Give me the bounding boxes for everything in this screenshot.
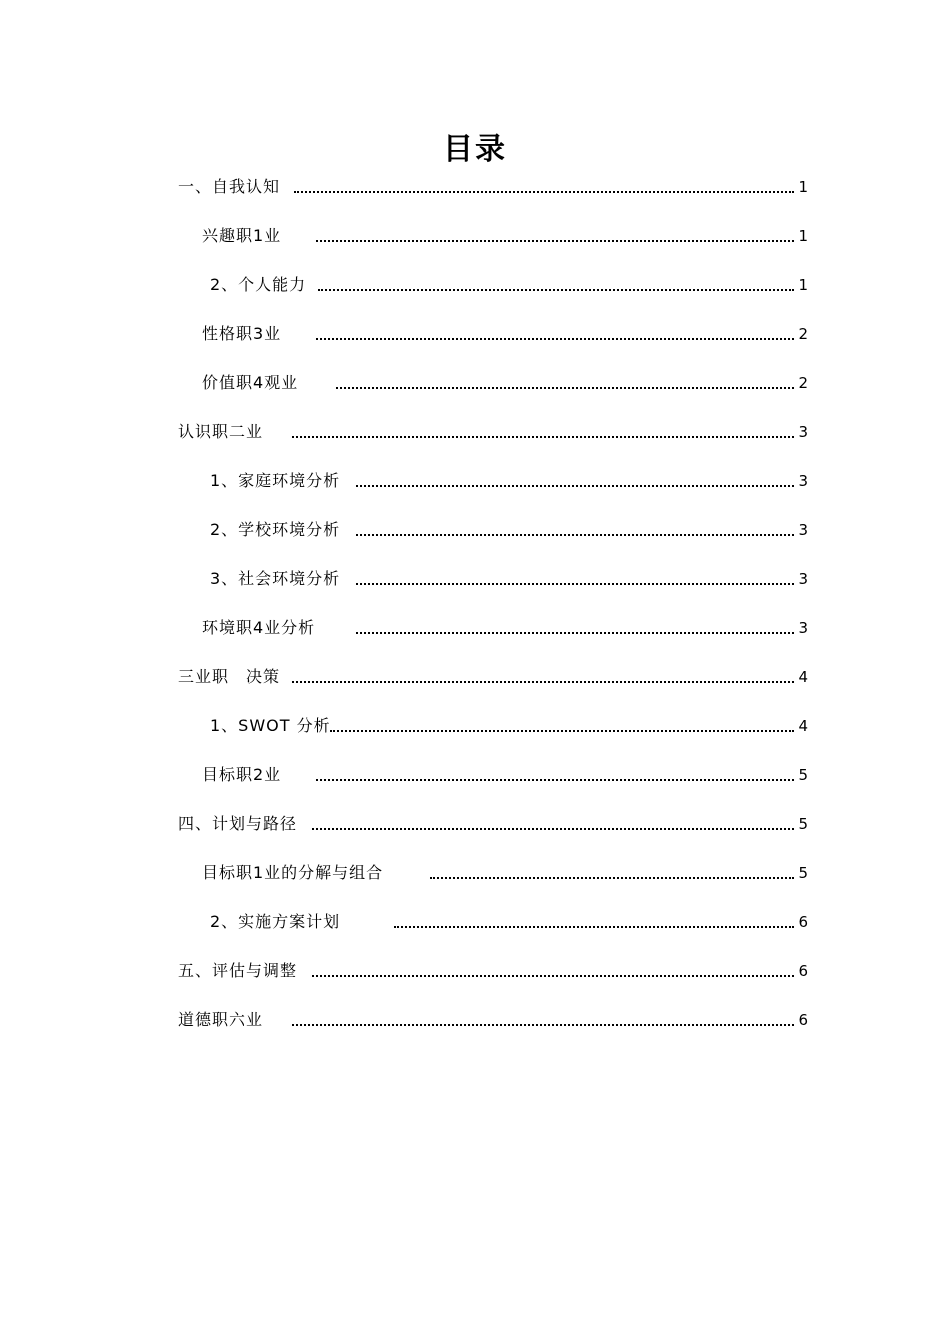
toc-entry-page: 1: [798, 178, 808, 196]
toc-entry[interactable]: [178, 854, 808, 903]
toc-entry-label: 性格职3业: [202, 324, 282, 343]
toc-entry[interactable]: [178, 462, 808, 511]
toc-leader-dots: [312, 975, 794, 977]
toc-entry-label: 目标职1业的分解与组合: [202, 863, 384, 882]
toc-leader-dots: [316, 779, 794, 781]
toc-leader-dots: [316, 240, 794, 242]
toc-entry-label: 2、实施方案计划: [210, 912, 341, 931]
toc-entry-label: 五、评估与调整: [178, 961, 298, 980]
toc-entry[interactable]: [178, 266, 808, 315]
toc-leader-dots: [312, 828, 794, 830]
toc-leader-dots: [430, 877, 794, 879]
toc-entry-page: 5: [798, 864, 808, 882]
toc-entry[interactable]: [178, 805, 808, 854]
toc-entry[interactable]: [178, 168, 808, 217]
toc-entry[interactable]: [178, 511, 808, 560]
toc-entry[interactable]: [178, 903, 808, 952]
toc-leader-dots: [318, 289, 794, 291]
toc-entry-label: 3、社会环境分析: [210, 569, 341, 588]
toc-entry-label: 价值职4观业: [202, 373, 299, 392]
toc-leader-dots: [316, 338, 794, 340]
toc-entry-page: 6: [798, 962, 808, 980]
toc-entry-page: 6: [798, 1011, 808, 1029]
table-of-contents: [178, 168, 808, 1050]
toc-entry-label: 1、SWOT 分析: [210, 716, 331, 735]
toc-entry-label: 环境职4业分析: [202, 618, 316, 637]
toc-entry-label: 2、学校环境分析: [210, 520, 341, 539]
toc-entry-label: 一、自我认知: [178, 177, 281, 196]
toc-entry[interactable]: [178, 756, 808, 805]
toc-entry[interactable]: [178, 952, 808, 1001]
toc-entry-page: 3: [798, 570, 808, 588]
toc-entry-page: 5: [798, 766, 808, 784]
toc-entry[interactable]: [178, 658, 808, 707]
toc-leader-dots: [292, 1024, 794, 1026]
toc-entry-page: 2: [798, 374, 808, 392]
toc-entry-label: 目标职2业: [202, 765, 282, 784]
toc-leader-dots: [294, 191, 794, 193]
toc-entry-label: 1、家庭环境分析: [210, 471, 341, 490]
toc-entry-page: 3: [798, 521, 808, 539]
toc-leader-dots: [394, 926, 794, 928]
toc-entry-page: 4: [798, 668, 808, 686]
toc-leader-dots: [356, 485, 794, 487]
toc-entry[interactable]: [178, 1001, 808, 1050]
toc-leader-dots: [356, 583, 794, 585]
toc-entry-page: 5: [798, 815, 808, 833]
toc-entry-label: 2、个人能力: [210, 275, 307, 294]
toc-leader-dots: [292, 681, 794, 683]
toc-title: 目录: [443, 132, 507, 167]
toc-leader-dots: [336, 387, 794, 389]
toc-entry-page: 3: [798, 423, 808, 441]
toc-entry-label: 认识职二业: [178, 422, 264, 441]
toc-entry-label: 兴趣职1业: [202, 226, 282, 245]
toc-entry[interactable]: [178, 707, 808, 756]
toc-entry-page: 1: [798, 227, 808, 245]
toc-entry[interactable]: [178, 364, 808, 413]
toc-entry-label: 三业职 决策: [178, 667, 281, 686]
toc-entry[interactable]: [178, 217, 808, 266]
toc-entry[interactable]: [178, 315, 808, 364]
toc-entry-label: 道德职六业: [178, 1010, 264, 1029]
toc-leader-dots: [330, 730, 794, 732]
toc-leader-dots: [292, 436, 794, 438]
toc-entry-page: 3: [798, 472, 808, 490]
toc-entry-page: 1: [798, 276, 808, 294]
toc-leader-dots: [356, 534, 794, 536]
toc-entry-page: 4: [798, 717, 808, 735]
toc-entry[interactable]: [178, 609, 808, 658]
toc-entry-page: 3: [798, 619, 808, 637]
toc-entry-label: 四、计划与路径: [178, 814, 298, 833]
toc-entry[interactable]: [178, 413, 808, 462]
toc-entry[interactable]: [178, 560, 808, 609]
toc-entry-page: 6: [798, 913, 808, 931]
toc-leader-dots: [356, 632, 794, 634]
toc-entry-page: 2: [798, 325, 808, 343]
